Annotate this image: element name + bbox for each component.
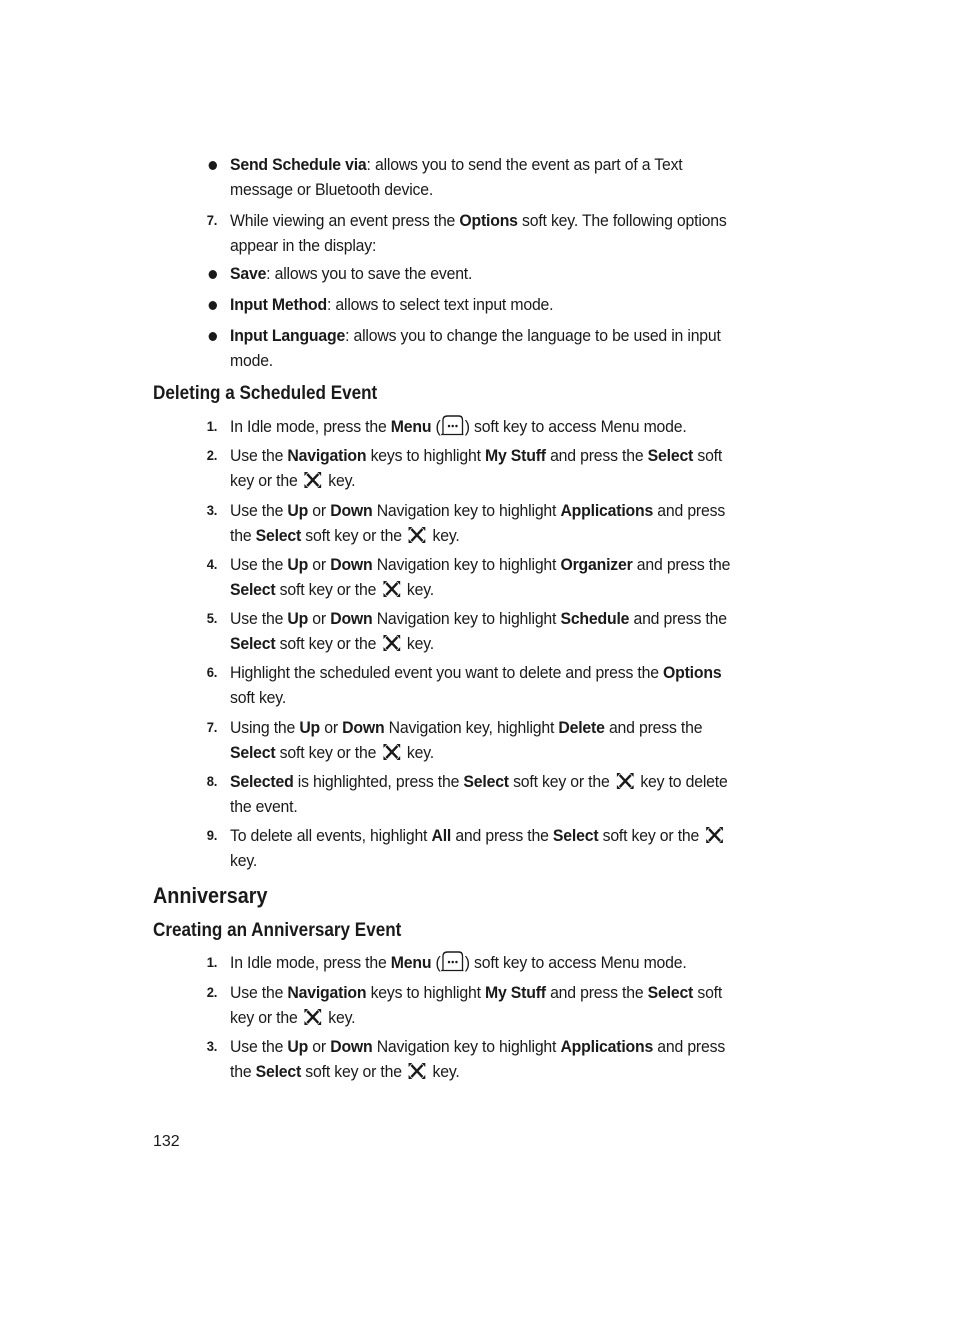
text: Use the (230, 609, 288, 628)
text: and press the (629, 609, 727, 628)
center-select-key-icon (382, 580, 401, 598)
text: soft key or the (230, 983, 723, 1027)
menu-softkey-icon (441, 414, 465, 436)
center-select-key-icon (382, 743, 401, 761)
term: Up (287, 555, 309, 574)
center-select-key-icon (616, 772, 635, 790)
delete-step-5 (206, 606, 737, 656)
term: Down (342, 718, 385, 737)
step-number: 1. (206, 954, 218, 970)
term: Delete (558, 718, 605, 737)
term: Select (647, 446, 694, 465)
text: key. (428, 526, 460, 545)
term: Selected (230, 772, 294, 791)
delete-step-4 (206, 552, 737, 602)
bullet-input-language (230, 323, 737, 373)
text: : allows you to send the event as part of a Text message or Bluetooth device. (230, 155, 683, 199)
center-select-key-icon (382, 634, 401, 652)
bullet-dot (209, 301, 217, 310)
term: Input Language (230, 326, 346, 345)
text: key. (324, 471, 356, 490)
center-select-key-icon (705, 826, 724, 844)
text: soft key or the (301, 526, 407, 545)
text: To delete all events, highlight (230, 826, 432, 845)
anniversary-step-3 (206, 1034, 737, 1084)
term: Navigation (287, 446, 367, 465)
delete-step-2 (206, 443, 737, 493)
text: ) soft key to access Menu mode. (464, 953, 687, 972)
bullet-dot (209, 161, 217, 170)
term: Select (255, 1062, 302, 1081)
text: soft key or the (275, 580, 381, 599)
delete-step-1 (206, 414, 737, 439)
text: or (308, 1037, 331, 1056)
text: and press the (545, 983, 648, 1002)
term: Save (230, 264, 267, 283)
term: Send Schedule via (230, 155, 367, 174)
text: Using the (230, 718, 300, 737)
text: In Idle mode, press the (230, 417, 391, 436)
text: While viewing an event press the (230, 211, 460, 230)
term: Select (230, 580, 276, 599)
text: Navigation key to highlight (372, 609, 561, 628)
term: Input Method (230, 295, 327, 314)
text: Navigation key, highlight (384, 718, 559, 737)
step-number: 2. (206, 984, 218, 1000)
term: Applications (560, 501, 654, 520)
step-number: 7. (206, 212, 218, 228)
text: soft key or the (598, 826, 704, 845)
bullet-send-schedule (230, 152, 737, 202)
text: ) soft key to access Menu mode. (464, 417, 687, 436)
text: ( (431, 953, 441, 972)
term: Options (663, 663, 722, 682)
text: Use the (230, 983, 288, 1002)
term: Menu (390, 417, 432, 436)
text: Navigation key to highlight (372, 555, 561, 574)
term: Down (330, 609, 373, 628)
center-select-key-icon (408, 526, 427, 544)
text: Navigation key to highlight (372, 501, 561, 520)
step-number: 1. (206, 418, 218, 434)
text: key. (402, 580, 435, 599)
bullet-dot (209, 270, 217, 279)
term: Down (330, 555, 373, 574)
delete-step-3 (206, 498, 737, 548)
text: soft key or the (275, 634, 381, 653)
term: My Stuff (484, 983, 546, 1002)
step-number: 6. (206, 664, 218, 680)
text: Use the (230, 501, 288, 520)
text: or (320, 718, 343, 737)
text: Use the (230, 1037, 288, 1056)
center-select-key-icon (304, 471, 323, 489)
text: key. (402, 634, 435, 653)
text: Use the (230, 555, 288, 574)
text: Highlight the scheduled event you want to delete and press the (230, 663, 664, 682)
term: Select (255, 526, 302, 545)
bullet-dot (209, 332, 217, 341)
step-number: 5. (206, 610, 218, 626)
text: key. (324, 1008, 356, 1027)
step-number: 3. (206, 1038, 218, 1054)
text: Navigation key to highlight (372, 1037, 561, 1056)
text: is highlighted, press the (293, 772, 464, 791)
term: Up (287, 501, 309, 520)
section-heading-creating: Creating an Anniversary Event (153, 920, 402, 941)
anniversary-step-2 (206, 980, 737, 1030)
step-number: 7. (206, 719, 218, 735)
step-number: 3. (206, 502, 218, 518)
term: Applications (560, 1037, 654, 1056)
text: : allows to select text input mode. (326, 295, 554, 314)
center-select-key-icon (408, 1062, 427, 1080)
bullet-save (230, 261, 737, 286)
section-heading-deleting: Deleting a Scheduled Event (153, 383, 378, 404)
anniversary-step-1 (206, 950, 737, 975)
text: : allows you to save the event. (266, 264, 473, 283)
step-number: 8. (206, 773, 218, 789)
step-number: 4. (206, 556, 218, 572)
term: Down (330, 1037, 373, 1056)
page-number: 132 (153, 1133, 180, 1150)
term: Down (330, 501, 373, 520)
text: soft key. The following options appear in the display: (230, 211, 727, 255)
text: key. (230, 851, 258, 870)
term: Organizer (560, 555, 633, 574)
term: Up (299, 718, 321, 737)
delete-step-8 (206, 769, 737, 819)
term: Navigation (287, 983, 367, 1002)
text: and press the (451, 826, 553, 845)
term: Select (552, 826, 599, 845)
text: ( (431, 417, 441, 436)
term: Select (647, 983, 694, 1002)
text: keys to highlight (366, 446, 485, 465)
text: soft key or the (301, 1062, 407, 1081)
text: soft key or the (230, 446, 723, 490)
text: key to delete the event. (230, 772, 728, 816)
term: Schedule (560, 609, 630, 628)
text: key. (428, 1062, 460, 1081)
center-select-key-icon (304, 1008, 323, 1026)
text: or (308, 609, 331, 628)
text: : allows you to change the language to be used in input mode. (230, 326, 721, 370)
term: My Stuff (484, 446, 546, 465)
text: and press the (230, 501, 726, 545)
bullet-input-method (230, 292, 737, 317)
term: Options (459, 211, 518, 230)
step-number: 2. (206, 447, 218, 463)
delete-step-7 (206, 715, 737, 765)
text: and press the (230, 1037, 726, 1081)
step-7-options (206, 208, 737, 258)
text: or (308, 555, 331, 574)
term: Up (287, 609, 309, 628)
delete-step-6 (206, 660, 737, 710)
text: Use the (230, 446, 288, 465)
text: soft key or the (508, 772, 614, 791)
delete-step-9 (206, 823, 737, 873)
text: soft key. (230, 688, 287, 707)
section-title-anniversary: Anniversary (153, 883, 268, 908)
term: All (431, 826, 452, 845)
text: and press the (545, 446, 648, 465)
text: keys to highlight (366, 983, 485, 1002)
text: In Idle mode, press the (230, 953, 391, 972)
text: and press the (632, 555, 731, 574)
text: or (308, 501, 331, 520)
step-number: 9. (206, 827, 218, 843)
text: soft key or the (275, 743, 381, 762)
menu-softkey-icon (441, 950, 465, 972)
text: key. (402, 743, 435, 762)
term: Select (230, 743, 276, 762)
term: Select (463, 772, 509, 791)
text: and press the (604, 718, 703, 737)
term: Up (287, 1037, 309, 1056)
term: Select (230, 634, 276, 653)
term: Menu (390, 953, 432, 972)
